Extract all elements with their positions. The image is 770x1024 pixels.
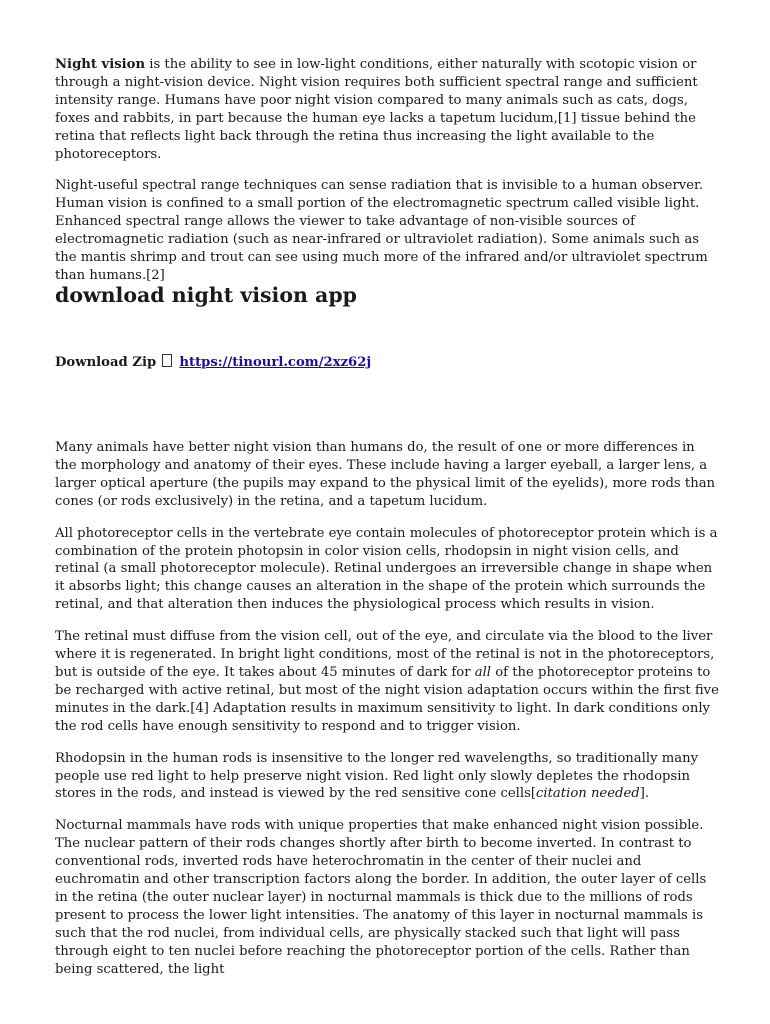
retinal-text-a: The retinal must diffuse from the vision cell, out of the eye, and circulate via the blood to the liver where it is regenerated. In bright light conditions, most of the retinal is not in the photoreceptors, but is outside of the eye. It takes about 45 minutes of dark for (55, 629, 715, 680)
body-paragraph-anatomy: Many animals have better night vision than humans do, the result of one or more differences in the morphology and anatomy of their eyes. These include having a larger eyeball, a larger lens, a larger optical aperture (the pupils may expand to the physical limit of the eyelids), more rods than cones (or rods exclusively) in the retina, and a tapetum lucidum. (55, 440, 716, 509)
download-line (55, 354, 371, 372)
body-section (55, 439, 720, 992)
rhodopsin-text-b: ]. (639, 786, 650, 802)
body-paragraph-rhodopsin (55, 750, 720, 804)
retinal-emphasis: all (474, 664, 492, 680)
section-heading: download night vision app (55, 283, 358, 307)
intro-section (55, 56, 720, 299)
body-paragraph-retinal (55, 628, 720, 735)
intro-paragraph-1-text: is the ability to see in low-light conditions, either naturally with scotopic vision or through a night-vision device. Night vision requires both sufficient spectral range and sufficient intensity range. Humans have poor night vision compared to many animals such as cats, dogs, foxes and rabbits, in part because the human eye lacks a tapetum lucidum,[1] tissue behind the retina that reflects light back through the retina thus increasing the light available to the photoreceptors. (55, 57, 698, 162)
intro-paragraph-1 (55, 56, 720, 163)
intro-paragraph-2: Night-useful spectral range techniques can sense radiation that is invisible to a human observer. Human vision is confined to a small portion of the electromagnetic spectrum called visible light. Enhanced spectral range allows the viewer to take advantage of non-visible sources of electromagnetic radiation (such as near-infrared or ultraviolet radiation). Some animals such as the mantis shrimp and trout can see using much more of the infrared and/or ultraviolet spectrum than humans.[2] (55, 178, 708, 283)
body-paragraph-nocturnal: Nocturnal mammals have rods with unique properties that make enhanced night vision possible. The nuclear pattern of their rods changes shortly after birth to become inverted. In contrast to conventional rods, inverted rods have heterochromatin in the center of their nuclei and euchromatin and other transcription factors along the border. In addition, the outer layer of cells in the retina (the outer nuclear layer) in nocturnal mammals is thick due to the millions of rods present to process the lower light intensities. The anatomy of this layer in nocturnal mammals is such that the rod nuclei, from individual cells, are physically stacked such that light will pass through eight to ten nuclei before reaching the photoreceptor portion of the cells. Rather than being scattered, the light (55, 818, 707, 977)
download-link[interactable]: https://tinourl.com/2xz62j (179, 355, 372, 370)
night-vision-term: Night vision (55, 57, 146, 72)
citation-needed-note: citation needed (536, 786, 640, 802)
rhodopsin-text-a: Rhodopsin in the human rods is insensitive to the longer red wavelengths, so traditionally many people use red light to help preserve night vision. Red light only slowly depletes the rhodopsin stores in the rods, and instead is viewed by the red sensitive cone cells[ (55, 750, 699, 802)
download-label: Download Zip (55, 355, 157, 370)
arrow-glyph-icon (162, 354, 172, 367)
retinal-text-b: of the photoreceptor proteins to be recharged with active retinal, but most of the night vision adaptation occurs within the first five minutes in the dark.[4] Adaptation results in maximum sensitivity to light. In dark conditions only the rod cells have enough sensitivity to respond and to trigger vision. (55, 664, 719, 734)
body-paragraph-photoreceptors: All photoreceptor cells in the vertebrate eye contain molecules of photoreceptor protein which is a combination of the protein photopsin in color vision cells, rhodopsin in night vision cells, and retinal (a small photoreceptor molecule). Retinal undergoes an irreversible change in shape when it absorbs light; this change causes an alteration in the shape of the protein which surrounds the retinal, and that alteration then induces the physiological process which results in vision. (55, 525, 718, 613)
